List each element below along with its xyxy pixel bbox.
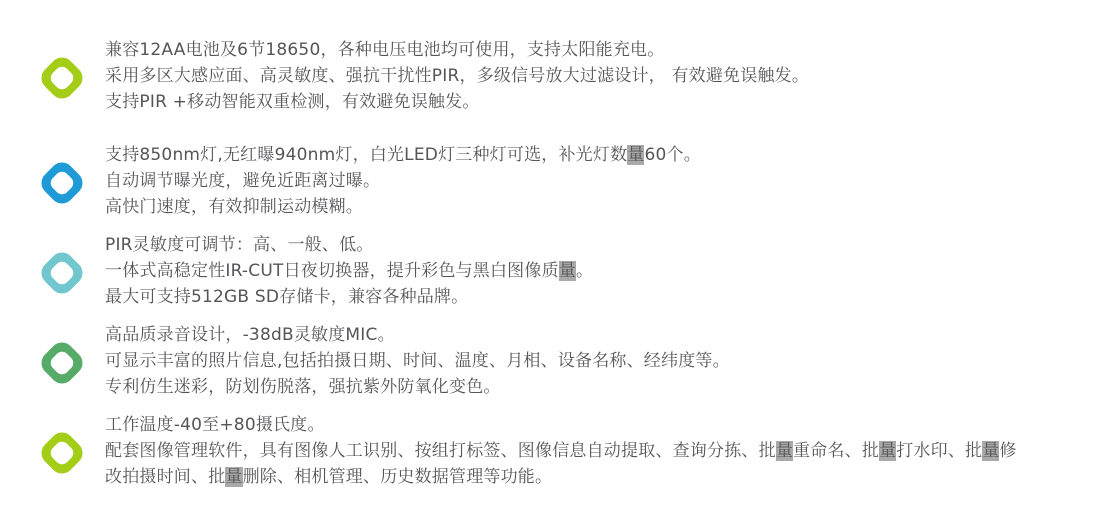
feature-line: 专利仿生迷彩，防划伤脱落，强抗紫外防氧化变色。 — [105, 377, 501, 397]
feature-text-block — [105, 142, 1100, 220]
feature-text-block — [105, 322, 1100, 400]
diamond-ring-icon — [35, 426, 89, 480]
feature-line: 采用多区大感应面、高灵敏度、强抗干扰性PIR，多级信号放大过滤设计， 有效避免误触发。 — [105, 66, 810, 86]
feature-text-block — [105, 37, 1100, 115]
diamond-ring-icon — [35, 51, 89, 105]
diamond-ring-icon — [35, 156, 89, 210]
feature-line: 兼容12AA电池及6节18650，各种电压电池均可使用，支持太阳能充电。 — [105, 40, 665, 60]
feature-line: 工作温度-40至+80摄氏度。 — [105, 415, 325, 435]
feature-line: PIR灵敏度可调节：高、一般、低。 — [105, 235, 374, 255]
feature-text-block — [105, 232, 1100, 310]
feature-line: 可显示丰富的照片信息,包括拍摄日期、时间、温度、月相、设备名称、经纬度等。 — [105, 351, 730, 371]
feature-line: 改拍摄时间、批量删除、相机管理、历史数据管理等功能。 — [105, 467, 553, 487]
feature-line: 支持850nm灯,无红曝940nm灯，白光LED灯三种灯可选，补光灯数量60个。 — [105, 145, 701, 165]
feature-item-audio-info — [35, 322, 1100, 400]
feature-line: 高品质录音设计，-38dB灵敏度MIC。 — [105, 325, 395, 345]
feature-item-lights — [35, 142, 1100, 220]
feature-line: 配套图像管理软件，具有图像人工识别、按组打标签、图像信息自动提取、查询分拣、批量重命名、批量打水印、批量修 — [105, 441, 1017, 461]
feature-line: 最大可支持512GB SD存储卡，兼容各种品牌。 — [105, 287, 469, 307]
feature-item-temperature-software — [35, 412, 1100, 490]
feature-line: 自动调节曝光度，避免近距离过曝。 — [105, 171, 381, 191]
diamond-ring-icon — [35, 246, 89, 300]
feature-text-block — [105, 412, 1100, 490]
diamond-ring-icon — [35, 336, 89, 390]
feature-line: 一体式高稳定性IR-CUT日夜切换器，提升彩色与黑白图像质量。 — [105, 261, 594, 281]
feature-item-battery-pir — [35, 37, 1100, 115]
feature-line: 支持PIR +移动智能双重检测，有效避免误触发。 — [105, 92, 480, 112]
feature-line: 高快门速度，有效抑制运动模糊。 — [105, 197, 363, 217]
feature-item-sensitivity-storage — [35, 232, 1100, 310]
